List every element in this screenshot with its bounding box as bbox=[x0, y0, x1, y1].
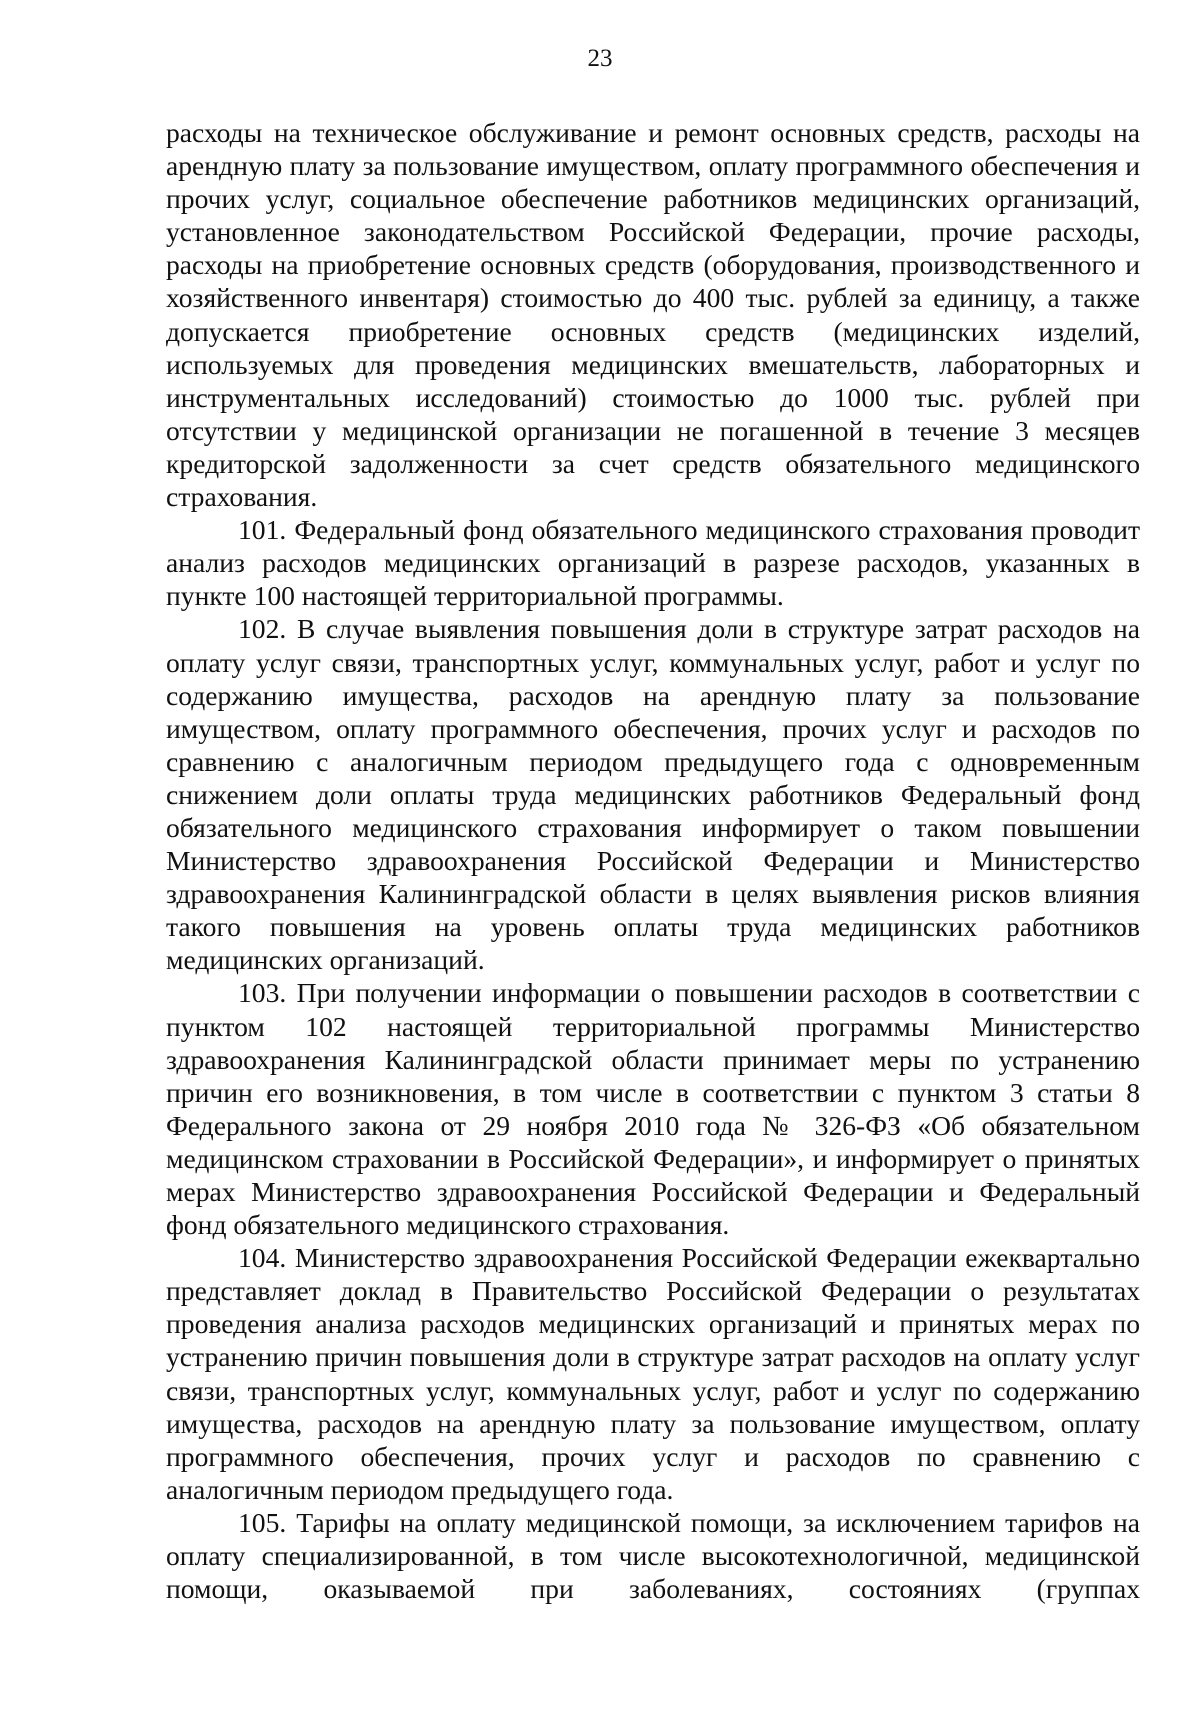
page-number: 23 bbox=[587, 45, 613, 72]
paragraph-104: 104. Министерство здравоохранения Российской Федерации ежеквартально представляет доклад в Правительство Российской Федерации о результатах проведения анализа расходов медицинских организаций и принятых мерах по устранению причин повышения доли в структуре затрат расходов на оплату услуг связи, транспортных услуг, коммунальных услуг, работ и услуг по содержанию имущества, расходов на арендную плату за пользование имуществом, оплату программного обеспечения, прочих услуг и расходов по сравнению с аналогичным периодом предыдущего года. bbox=[166, 1242, 1140, 1505]
paragraph-103: 103. При получении информации о повышении расходов в соответствии с пунктом 102 настоящей территориальной программы Министерство здравоохранения Калининградской области принимает меры по устранению причин его возникновения, в том числе в соответствии с пунктом 3 статьи 8 Федерального закона от 29 ноября 2010 года № 326-ФЗ «Об обязательном медицинском страховании в Российской Федерации», и информирует о принятых мерах Министерство здравоохранения Российской Федерации и Федеральный фонд обязательного медицинского страхования. bbox=[166, 977, 1140, 1241]
paragraph-100-continuation: расходы на техническое обслуживание и ремонт основных средств, расходы на арендную плату за пользование имуществом, оплату программного обеспечения и прочих услуг, социальное обеспечение работников медицинских организаций, установленное законодательством Российской Федерации, прочие расходы, расходы на приобретение основных средств (оборудования, производственного и хозяйственного инвентаря) стоимостью до 400 тыс. рублей за единицу, а также допускается приобретение основных средств (медицинских изделий, используемых для проведения медицинских вмешательств, лабораторных и инструментальных исследований) стоимостью до 1000 тыс. рублей при отсутствии у медицинской организации не погашенной в течение 3 месяцев кредиторской задолженности за счет средств обязательного медицинского страхования. bbox=[166, 117, 1140, 513]
paragraph-101: 101. Федеральный фонд обязательного медицинского страхования проводит анализ расходов медицинских организаций в разрезе расходов, указанных в пункте 100 настоящей территориальной программы. bbox=[166, 514, 1140, 612]
document-body bbox=[166, 116, 1140, 1605]
paragraph-105: 105. Тарифы на оплату медицинской помощи, за исключением тарифов на оплату специализированной, в том числе высокотехнологичной, медицинской помощи, оказываемой при заболеваниях, состояниях (группах bbox=[166, 1506, 1140, 1605]
paragraph-102: 102. В случае выявления повышения доли в структуре затрат расходов на оплату услуг связи, транспортных услуг, коммунальных услуг, работ и услуг по содержанию имущества, расходов на арендную плату за пользование имуществом, оплату программного обеспечения, прочих услуг и расходов по сравнению с аналогичным периодом предыдущего года с одновременным снижением доли оплаты труда медицинских работников Федеральный фонд обязательного медицинского страхования информирует о таком повышении Министерство здравоохранения Российской Федерации и Министерство здравоохранения Калининградской области в целях выявления рисков влияния такого повышения на уровень оплаты труда медицинских работников медицинских организаций. bbox=[166, 613, 1140, 976]
